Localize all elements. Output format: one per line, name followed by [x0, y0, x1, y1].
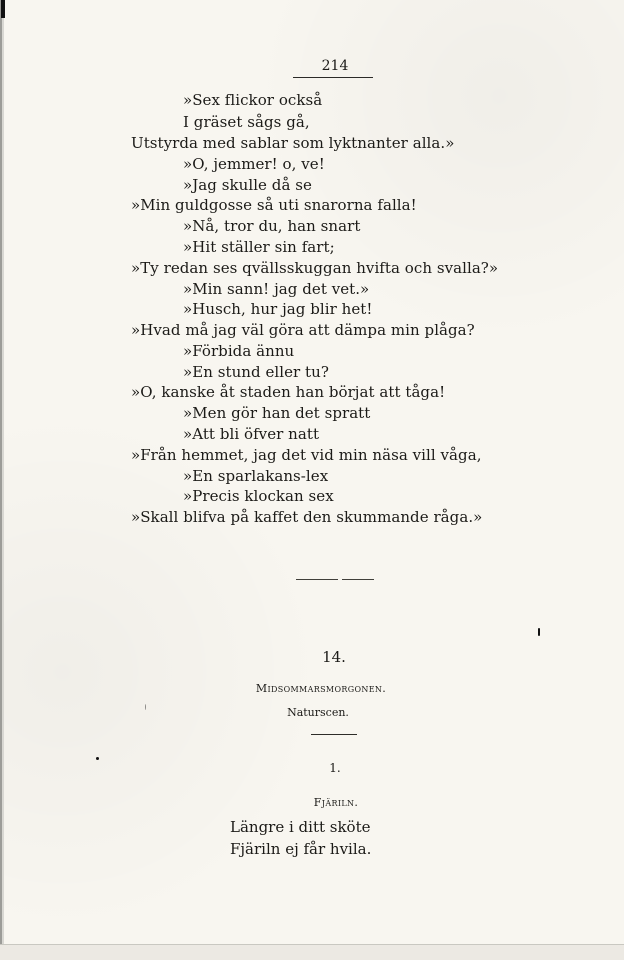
poem-line: »Sex flickor också — [183, 91, 323, 109]
section-divider — [296, 579, 374, 581]
poem-line: »Men gör han det spratt — [183, 404, 371, 422]
poem-line: »O, kanske åt staden han börjat att tåga! — [131, 383, 446, 401]
poem-line: Utstyrda med sablar som lyktnanter alla.» — [131, 134, 455, 152]
part-number: 1. — [329, 761, 341, 775]
poem-line: »Min guldgosse så uti snarorna falla! — [131, 196, 417, 214]
final-poem-line: Fjäriln ej får hvila. — [230, 840, 372, 858]
page-number: 214 — [321, 58, 349, 74]
poem-line: I gräset sågs gå, — [183, 113, 310, 131]
poem-line: »En stund eller tu? — [183, 363, 329, 381]
poem-line: »Från hemmet, jag det vid min näsa vill våga, — [131, 446, 482, 464]
poem-line: »Hit ställer sin fart; — [183, 238, 335, 256]
chapter-number: 14. — [322, 648, 346, 666]
poem-line: »Ty redan ses qvällsskuggan hvifta och svalla?» — [131, 259, 499, 277]
ink-speck — [145, 704, 146, 710]
ink-speck — [538, 628, 540, 636]
final-poem-line: Längre i ditt sköte — [230, 818, 371, 836]
poem-line: »Jag skulle då se — [183, 176, 312, 194]
scene-subtitle: Naturscen. — [287, 706, 349, 719]
poem-line: »Precis klockan sex — [183, 487, 334, 505]
page-bottom-edge — [0, 932, 624, 960]
poem-line: »Nå, tror du, han snart — [183, 217, 361, 235]
poem-line: »Hvad må jag väl göra att dämpa min plåga? — [131, 321, 475, 339]
poem-line: »Förbida ännu — [183, 342, 295, 360]
ink-speck — [96, 757, 99, 760]
speaker-label: Fjäriln. — [313, 796, 359, 809]
scene-divider — [311, 734, 357, 735]
poem-line: »En sparlakans-lex — [183, 467, 329, 485]
poem-line: »Att bli öfver natt — [183, 425, 320, 443]
poem-line: »Skall blifva på kaffet den skummande råga.» — [131, 508, 483, 526]
poem-line: »Husch, hur jag blir het! — [183, 300, 373, 318]
chapter-title: Midsommarsmorgonen. — [255, 682, 387, 695]
poem-line: »Min sann! jag det vet.» — [183, 280, 370, 298]
poem-line: »O, jemmer! o, ve! — [183, 155, 325, 173]
